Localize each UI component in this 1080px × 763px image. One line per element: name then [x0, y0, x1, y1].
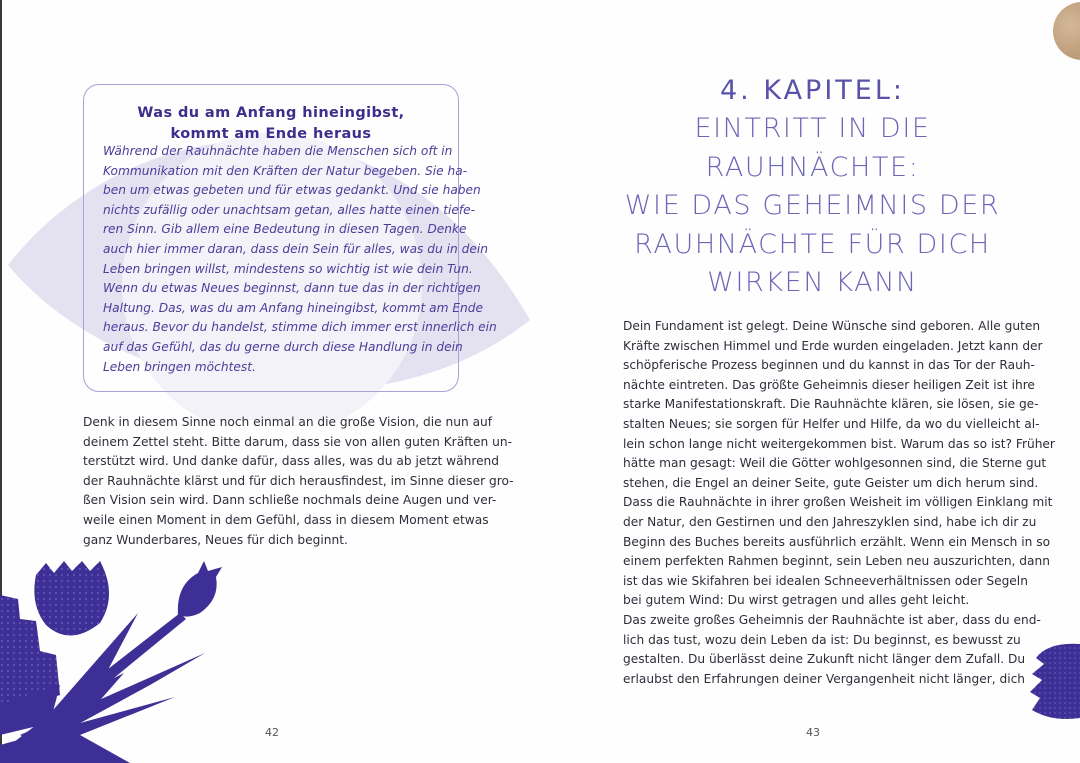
text-line: Leben bringen willst, mindestens so wichtig ist wie dein Tun.	[103, 261, 473, 276]
text-line: nichts zufällig oder unachtsam getan, alles hatte einen tiefe-	[103, 202, 476, 217]
text-line: Haltung. Das, was du am Anfang hineingibst, kommt am Ende	[103, 300, 484, 315]
text-line: Wenn du etwas Neues beginnst, dann tue das in der richtigen	[103, 281, 481, 296]
chapter-number: 4. KAPITEL:	[720, 75, 905, 106]
text-line: lich das tust, wozu dein Leben da ist: Du beginnst, es bewusst zu	[623, 632, 1021, 647]
text-line: einem perfekten Rahmen beginnt, sein Leben neu auszurichten, dann	[623, 554, 1050, 569]
text-line: deinem Zettel steht. Bitte darum, dass sie von allen guten Kräften un-	[83, 434, 512, 449]
info-box-body	[103, 142, 497, 377]
text-line: der Rauhnächte klärst und für dich herausfindest, im Sinne dieser gro-	[83, 473, 514, 488]
text-line: Während der Rauhnächte haben die Menschen sich oft in	[103, 144, 453, 158]
text-line: ßen Vision sein wird. Dann schließe nochmals deine Augen und ver-	[83, 493, 497, 508]
info-box-title-line: Was du am Anfang hineingibst,	[137, 105, 405, 121]
chapter-title-line: RAUHNÄCHTE FÜR DICH	[634, 228, 991, 260]
text-line: weile einen Moment in dem Gefühl, dass in diesem Moment etwas	[83, 512, 489, 527]
text-line: Kräfte zwischen Himmel und Erde wurden eingeladen. Jetzt kann der	[623, 338, 1043, 353]
text-line: Beginn des Buches bereits ausführlich erzählt. Wenn ein Mensch in so	[623, 534, 1051, 549]
text-line: Dein Fundament ist gelegt. Deine Wünsche sind geboren. Alle guten	[623, 319, 1041, 333]
text-line: starke Manifestationskraft. Die Rauhnächte klären, sie lösen, sie ge-	[623, 397, 1039, 412]
right-page-body	[623, 317, 1055, 689]
info-box-title-line: kommt am Ende heraus	[170, 126, 372, 142]
text-line: ganz Wunderbares, Neues für dich beginnt.	[83, 532, 348, 547]
text-line: nächte eintreten. Das größte Geheimnis dieser heiligen Zeit ist ihre	[623, 377, 1035, 392]
chapter-title-line: RAUHNÄCHTE:	[705, 151, 920, 183]
text-line: ist das wie Skifahren bei idealen Schneeverhältnissen oder Segeln	[623, 573, 1028, 588]
page-number-right: 43	[806, 726, 820, 739]
text-line: lein schon lange nicht weitergekommen bist. Warum das so ist? Früher	[623, 436, 1055, 451]
tulip-flowers-icon	[0, 555, 300, 763]
text-line: schöpferische Prozess beginnen und du kannst in das Tor der Rauh-	[623, 358, 1035, 373]
text-line: ren Sinn. Gib allem eine Bedeutung in diesen Tagen. Denke	[103, 222, 467, 237]
text-line: der Natur, den Gestirnen und den Jahreszyklen sind, habe ich dir zu	[623, 514, 1037, 529]
text-line: Kommunikation mit den Kräften der Natur begeben. Sie ha-	[103, 163, 468, 178]
chapter-title-line: WIE DAS GEHEIMNIS DER	[624, 190, 1001, 221]
chapter-title-line: WIRKEN KANN	[707, 267, 918, 298]
text-line: terstützt wird. Und danke dafür, dass alles, was du ab jetzt während	[83, 454, 500, 469]
left-page-body	[83, 413, 514, 550]
text-line: stehen, die Engel an deiner Seite, gute Geister um dich herum sind.	[623, 475, 1039, 490]
text-line: Denk in diesem Sinne noch einmal an die große Vision, die nun auf	[83, 415, 493, 429]
chapter-title-line: EINTRITT IN DIE	[694, 113, 931, 144]
text-line: stalten Neues; sie sorgen für Helfer und Hilfe, da wo du vielleicht al-	[623, 416, 1040, 431]
chapter-heading	[620, 72, 1005, 303]
text-line: bei gutem Wind: Du wirst getragen und alles geht leicht.	[623, 593, 970, 608]
text-line: heraus. Bevor du handelst, stimme dich immer erst innerlich ein	[103, 320, 497, 335]
scalloped-circle-icon	[1028, 640, 1080, 720]
text-line: Das zweite großes Geheimnis der Rauhnächte ist aber, dass du end-	[623, 612, 1041, 627]
text-line: Dass die Rauhnächte in ihrer großen Weisheit im völligen Einklang mit	[623, 495, 1053, 510]
text-line: hätte man gesagt: Weil die Götter wohlgesonnen sind, die Sterne gut	[623, 456, 1047, 471]
gold-circle-icon	[1053, 2, 1080, 60]
page-number-left: 42	[265, 726, 279, 739]
text-line: gestalten. Du überlässt deine Zukunft nicht länger dem Zufall. Du	[623, 652, 1026, 667]
info-box-title	[83, 103, 459, 145]
text-line: erlaubst den Erfahrungen deiner Vergangenheit nicht länger, dich	[623, 671, 1026, 686]
text-line: auch hier immer daran, dass dein Sein für alles, was du in dein	[103, 241, 488, 256]
text-line: auf das Gefühl, das du gerne durch diese Handlung in dein	[103, 339, 463, 354]
text-line: Leben bringen möchtest.	[103, 359, 256, 374]
text-line: ben um etwas gebeten und für etwas gedankt. Und sie haben	[103, 183, 481, 198]
